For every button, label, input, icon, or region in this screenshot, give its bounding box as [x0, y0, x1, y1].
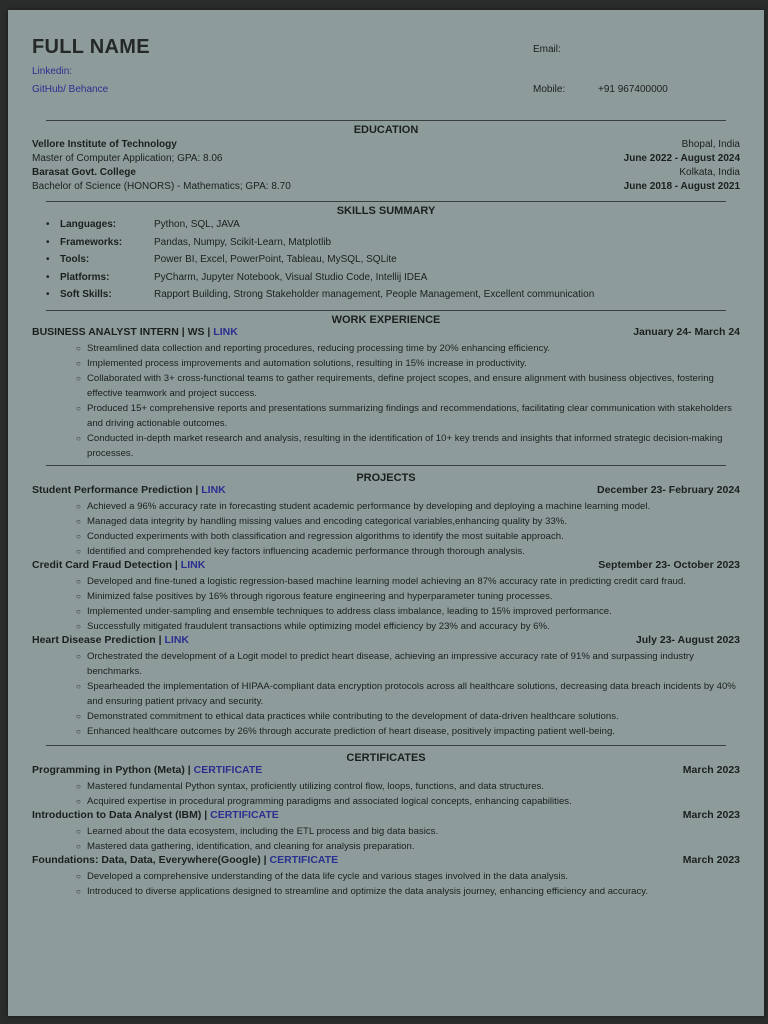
- project-dates: July 23- August 2023: [635, 633, 740, 646]
- degree: Master of Computer Application; GPA: 8.06: [32, 153, 223, 164]
- resume-page: [8, 10, 764, 1016]
- certificates-heading: CERTIFICATES: [346, 751, 426, 764]
- skill-value: Power BI, Excel, PowerPoint, Tableau, MySQL, SQLite: [154, 254, 397, 265]
- circle-bullet-icon: ○: [76, 871, 81, 881]
- education-entry: [32, 167, 740, 195]
- circle-bullet-icon: ○: [76, 433, 81, 443]
- circle-bullet-icon: ○: [76, 621, 81, 631]
- certificate-entry: [32, 809, 740, 854]
- education-heading: EDUCATION: [353, 124, 419, 136]
- list-item: [32, 514, 740, 529]
- job-title: BUSINESS ANALYST INTERN | WS |: [32, 325, 214, 338]
- certificate-date: March 2023: [682, 853, 740, 866]
- list-item: [32, 544, 740, 559]
- circle-bullet-icon: ○: [76, 403, 81, 413]
- skill-value: Python, SQL, JAVA: [154, 219, 240, 230]
- education-entry: [32, 139, 740, 167]
- bullet-text: Achieved a 96% accuracy rate in forecasting student academic performance by developing and deploying a machine learning model.: [87, 500, 651, 512]
- certificate-entry: [32, 764, 740, 809]
- list-item: [32, 649, 740, 679]
- list-item: [32, 619, 740, 634]
- mobile-number: +91 967400000: [598, 84, 668, 95]
- circle-bullet-icon: ○: [76, 576, 81, 586]
- project-name: Credit Card Fraud Detection |: [32, 558, 181, 571]
- circle-bullet-icon: ○: [76, 841, 81, 851]
- bullet-text: Managed data integrity by handling missing values and encoding categorical variables,enhancing quality by 33%.: [87, 515, 567, 527]
- list-item: [32, 431, 740, 461]
- circle-bullet-icon: ○: [76, 373, 81, 383]
- linkedin-link[interactable]: Linkedin:: [32, 66, 73, 77]
- degree: Bachelor of Science (HONORS) - Mathematics; GPA: 8.70: [32, 181, 291, 192]
- list-item: [32, 499, 740, 514]
- skill-item: [46, 237, 740, 255]
- bullet-text: Enhanced healthcare outcomes by 26% through accurate prediction of heart disease, positively impacting patient well-being.: [87, 725, 615, 737]
- bullet-icon: •: [46, 271, 50, 283]
- circle-bullet-icon: ○: [76, 501, 81, 511]
- bullet-text: Conducted in-depth market research and analysis, resulting in the identification of 10+ key trends and insights that informed strategic decision-making processes.: [87, 432, 723, 459]
- resume-header: [32, 36, 740, 120]
- list-item: [32, 529, 740, 544]
- list-item: [32, 709, 740, 724]
- bullet-text: Implemented process improvements and automation solutions, resulting in 15% increase in productivity.: [87, 357, 527, 369]
- project-dates: December 23- February 2024: [597, 483, 740, 496]
- skill-value: Pandas, Numpy, Scikit-Learn, Matplotlib: [154, 236, 332, 248]
- list-item: [32, 779, 740, 794]
- certificate-name: Foundations: Data, Data, Everywhere(Google) |: [32, 853, 270, 866]
- circle-bullet-icon: ○: [76, 343, 81, 353]
- circle-bullet-icon: ○: [76, 726, 81, 736]
- certificate-date: March 2023: [682, 763, 740, 776]
- bullet-text: Acquired expertise in procedural programming paradigms and associated logical concepts, enhancing capabilities.: [87, 795, 572, 807]
- education-dates: June 2022 - August 2024: [623, 153, 740, 164]
- job-dates: January 24- March 24: [633, 325, 740, 338]
- bullet-icon: •: [46, 219, 50, 230]
- school-name: Barasat Govt. College: [32, 167, 136, 178]
- project-name: Student Performance Prediction |: [32, 483, 202, 496]
- skill-value: Rapport Building, Strong Stakeholder management, People Management, Excellent communication: [154, 289, 595, 300]
- skill-label: Tools:: [60, 254, 90, 265]
- bullet-text: Minimized false positives by 16% through rigorous feature engineering and hyperparameter tuning processes.: [87, 590, 553, 602]
- certificate-header: [32, 854, 740, 869]
- project-link[interactable]: LINK: [201, 483, 226, 496]
- bullet-text: Spearheaded the implementation of HIPAA-compliant data encryption protocols across all healthcare solutions, decreasing data breach incidents by 40% and ensuring patient privacy and security.: [87, 680, 736, 707]
- mobile-label: Mobile:: [533, 84, 566, 95]
- education-dates: June 2018 - August 2021: [623, 181, 740, 192]
- bullet-icon: •: [46, 289, 50, 300]
- circle-bullet-icon: ○: [76, 796, 81, 806]
- skill-label: Soft Skills:: [60, 289, 112, 300]
- circle-bullet-icon: ○: [76, 358, 81, 368]
- circle-bullet-icon: ○: [76, 606, 81, 616]
- circle-bullet-icon: ○: [76, 516, 81, 526]
- circle-bullet-icon: ○: [76, 591, 81, 601]
- skill-item: [46, 219, 740, 237]
- resume-content: [8, 10, 764, 899]
- bullet-text: Developed a comprehensive understanding of the data life cycle and various stages involved in the data analysis.: [87, 870, 569, 882]
- skill-value: PyCharm, Jupyter Notebook, Visual Studio Code, Intellij IDEA: [154, 271, 428, 283]
- school-location: Bhopal, India: [681, 139, 740, 150]
- project-dates: September 23- October 2023: [598, 558, 740, 571]
- skill-label: Languages:: [60, 219, 117, 230]
- work-heading: WORK EXPERIENCE: [331, 313, 441, 326]
- project-entry: [32, 634, 740, 739]
- bullet-text: Produced 15+ comprehensive reports and presentations summarizing findings and recommendations, facilitating clear communication with stakeholders and driving actionable outcomes.: [87, 402, 732, 429]
- certificate-link[interactable]: CERTIFICATE: [193, 763, 263, 776]
- bullet-text: Mastered data gathering, identification, and cleaning for analysis preparation.: [87, 840, 415, 852]
- circle-bullet-icon: ○: [76, 531, 81, 541]
- bullet-text: Demonstrated commitment to ethical data practices while contributing to the development of data-driven healthcare solutions.: [87, 710, 619, 722]
- bullet-text: Orchestrated the development of a Logit model to predict heart disease, achieving an impressive accuracy rate of 91% and surpassing industry benchmarks.: [87, 650, 694, 677]
- skills-list: [32, 219, 740, 307]
- circle-bullet-icon: ○: [76, 651, 81, 661]
- circle-bullet-icon: ○: [76, 826, 81, 836]
- work-entry-header: [32, 326, 740, 341]
- list-item: [32, 604, 740, 619]
- project-link[interactable]: LINK: [180, 558, 206, 571]
- work-bullets: [32, 341, 740, 461]
- list-item: [32, 574, 740, 589]
- list-item: [32, 884, 740, 899]
- circle-bullet-icon: ○: [76, 681, 81, 691]
- certificate-header: [32, 764, 740, 779]
- circle-bullet-icon: ○: [76, 886, 81, 896]
- bullet-text: Learned about the data ecosystem, including the ETL process and big data basics.: [87, 825, 439, 837]
- bullet-text: Introduced to diverse applications designed to streamline and optimize the data analysis journey, enhancing efficiency and accuracy.: [87, 885, 649, 897]
- candidate-name: FULL NAME: [32, 36, 150, 58]
- list-item: [32, 401, 740, 431]
- skill-label: Frameworks:: [60, 236, 123, 248]
- skill-item: [46, 289, 740, 307]
- certificate-name: Programming in Python (Meta) |: [32, 763, 194, 776]
- list-item: [32, 371, 740, 401]
- skill-label: Platforms:: [60, 271, 110, 283]
- project-entry: [32, 484, 740, 559]
- list-item: [32, 679, 740, 709]
- bullet-icon: •: [46, 254, 50, 265]
- bullet-icon: •: [46, 236, 50, 248]
- certificate-link[interactable]: CERTIFICATE: [269, 853, 339, 866]
- bullet-text: Streamlined data collection and reporting procedures, reducing processing time by 20% enhancing efficiency.: [87, 342, 551, 354]
- school-name: Vellore Institute of Technology: [32, 139, 177, 150]
- list-item: [32, 839, 740, 854]
- circle-bullet-icon: ○: [76, 546, 81, 556]
- github-behance-link[interactable]: GitHub/ Behance: [32, 84, 109, 95]
- school-location: Kolkata, India: [679, 167, 740, 178]
- skill-item: [46, 254, 740, 272]
- list-item: [32, 589, 740, 604]
- bullet-text: Mastered fundamental Python syntax, proficiently utilizing control flow, loops, functions, and data structures.: [87, 780, 545, 792]
- certificate-entry: [32, 854, 740, 899]
- project-name: Heart Disease Prediction |: [32, 633, 165, 646]
- skill-item: [46, 272, 740, 290]
- project-link[interactable]: LINK: [164, 633, 189, 646]
- project-header: [32, 484, 740, 499]
- bullet-text: Successfully mitigated fraudulent transactions while optimizing model efficiency by 23% and accuracy by 6%.: [87, 620, 550, 632]
- project-header: [32, 559, 740, 574]
- list-item: [32, 824, 740, 839]
- bullet-text: Conducted experiments with both classification and regression algorithms to identify the most suitable approach.: [87, 530, 564, 542]
- bullet-text: Collaborated with 3+ cross-functional teams to gather requirements, define project scopes, and ensure alignment with business objectives, fostering effective teamwork and project success.: [87, 372, 714, 399]
- certificate-header: [32, 809, 740, 824]
- certificate-name: Introduction to Data Analyst (IBM) |: [32, 808, 211, 821]
- bullet-text: Implemented under-sampling and ensemble techniques to address class imbalance, leading to 15% improved performance.: [87, 605, 612, 617]
- projects-heading: PROJECTS: [356, 471, 416, 484]
- list-item: [32, 869, 740, 884]
- list-item: [32, 341, 740, 356]
- list-item: [32, 356, 740, 371]
- bullet-text: Developed and fine-tuned a logistic regression-based machine learning model achieving an 87% accuracy rate in predicting credit card fraud.: [87, 575, 686, 587]
- project-entry: [32, 559, 740, 634]
- bullet-text: Identified and comprehended key factors influencing academic performance through thorough analysis.: [87, 545, 525, 557]
- certificate-date: March 2023: [682, 808, 740, 821]
- project-header: [32, 634, 740, 649]
- skills-heading: SKILLS SUMMARY: [336, 205, 436, 217]
- list-item: [32, 724, 740, 739]
- circle-bullet-icon: ○: [76, 781, 81, 791]
- circle-bullet-icon: ○: [76, 711, 81, 721]
- email-label: Email:: [533, 44, 561, 55]
- job-link[interactable]: LINK: [213, 325, 238, 338]
- certificate-link[interactable]: CERTIFICATE: [210, 808, 279, 821]
- list-item: [32, 794, 740, 809]
